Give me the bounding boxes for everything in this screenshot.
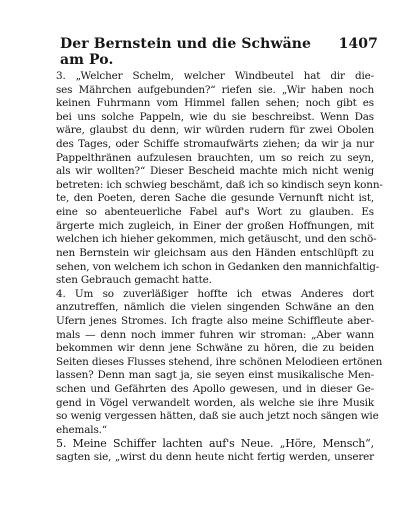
- text-line: eine so abenteuerliche Fabel auf's Wort zu glauben. Es: [56, 206, 374, 219]
- text-line: mals — denn noch immer fuhren wir stroman: „Aber wann: [56, 328, 374, 341]
- text-line: sagten sie, „wirst du denn heute nicht fertig werden, unserer: [56, 451, 374, 464]
- text-line: betreten: ich schwieg beschämt, daß ich so kindisch seyn konn-: [56, 178, 383, 191]
- text-line: des Tages, oder Schiffe stromaufwärts ziehen; da wir ja nur: [56, 138, 374, 151]
- text-line: als wir wollten?“ Dieser Bescheid machte mich nicht wenig: [56, 165, 374, 178]
- text-line: bei uns solche Pappeln, wie du sie beschreibst. Wenn Das: [56, 110, 374, 123]
- text-line: welchen ich hieher gekommen, mich getäuscht, und den schö-: [56, 233, 377, 246]
- text-line: so wenig vergessen hätten, daß sie auch jetzt noch sängen wie: [56, 410, 379, 423]
- text-line: 5. Meine Schiffer lachten auf's Neue. „Höre, Mensch“,: [56, 437, 374, 451]
- text-line: sten Gebrauch gemacht hatte.: [56, 274, 212, 287]
- page-number: 1407: [338, 36, 378, 52]
- text-line: Pappelthränen aufzulesen brauchten, um so reich zu seyn,: [56, 151, 374, 164]
- text-line: 3. „Welcher Schelm, welcher Windbeutel hat dir die-: [56, 70, 374, 82]
- text-line: Seiten dieses Flusses stehend, ihre schönen Melodieen ertönen: [56, 355, 383, 368]
- text-line: te, den Poeten, deren Sache die gesunde Vernunft nicht ist,: [56, 192, 374, 205]
- text-line: gend in Vögel verwandelt worden, als welche sie ihre Musik: [56, 396, 374, 409]
- text-line: wäre, glaubst du denn, wir würden rudern für zwei Obolen: [56, 124, 374, 137]
- text-body: [56, 70, 383, 465]
- text-line: 4. Um so zuverläßiger hoffte ich etwas Anderes dort: [56, 287, 374, 300]
- text-line: ärgerte mich zugleich, in Einer der großen Hoffnungen, mit: [56, 219, 374, 232]
- text-line: ses Mährchen aufgebunden?“ riefen sie. „Wir haben noch: [56, 83, 374, 96]
- text-line: schen und Gefährten des Apollo gewesen, und in dieser Ge-: [56, 383, 374, 396]
- text-line: sehen, von welchem ich schon in Gedanken den mannichfaltig-: [56, 260, 380, 273]
- text-line: lassen? Denn man sagt ja, sie seyen einst musikalische Men-: [56, 369, 374, 382]
- text-line: bekommen wir denn jene Schwäne zu hören, die zu beiden: [56, 342, 374, 355]
- text-line: keinen Fuhrmann vom Himmel fallen sehen; noch gibt es: [56, 97, 374, 110]
- text-line: anzutreffen, nämlich die vielen singenden Schwäne an den: [56, 301, 374, 314]
- text-line: nen Bernstein wir gleichsam aus den Händen entschlüpft zu: [56, 246, 374, 259]
- running-header: [60, 36, 378, 68]
- text-line: ehemals.“: [56, 423, 107, 436]
- text-line: Ufern jenes Stromes. Ich fragte also meine Schiffleute aber-: [56, 314, 374, 327]
- running-title: Der Bernstein und die Schwäne am Po.: [60, 36, 312, 68]
